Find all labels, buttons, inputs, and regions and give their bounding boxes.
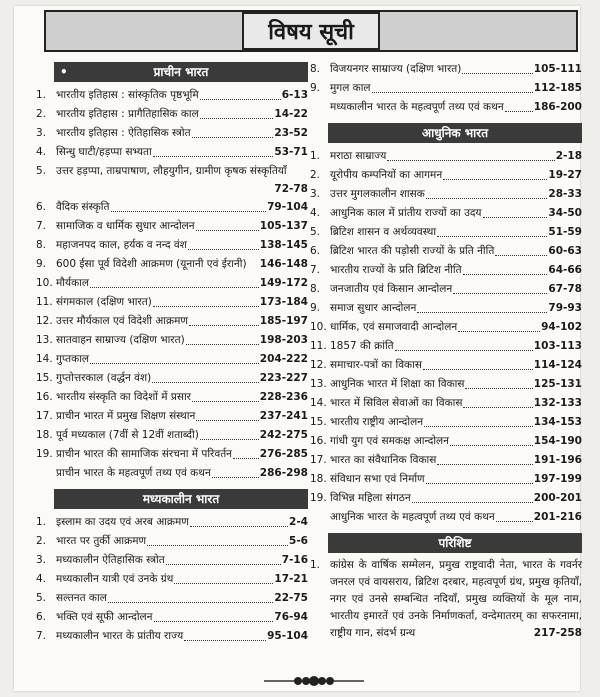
leader-dots [166,551,281,565]
item-pages: 14-22 [274,108,308,120]
item-pages: 5-6 [289,535,308,547]
toc-item [36,236,308,255]
item-pages: 7-16 [281,554,308,566]
leader-dots [153,293,259,307]
item-pages: 204-222 [259,353,308,365]
item-title: सल्तनत काल [56,592,107,604]
appendix-item [310,557,582,642]
item-number: 6. [36,611,47,623]
leader-dots [174,570,273,584]
leader-dots [192,124,274,138]
item-pages: 60-63 [548,245,582,257]
item-pages: 2-18 [555,150,582,162]
item-pages: 198-203 [259,334,308,346]
item-number: 5. [36,592,47,604]
item-number: 8. [310,63,321,75]
toc-item [36,627,308,646]
item-number: 6. [310,245,321,257]
leader-dots [200,426,259,440]
toc-item [310,147,582,166]
item-title: भारतीय राष्ट्रीय आन्दोलन [330,416,424,428]
item-number: 9. [36,258,47,270]
item-title: उत्तर हड़प्पा, ताम्रपाषाण, लौहयुगीन, ग्रामीण कृषक संस्कृतियाँ [56,165,287,177]
item-number: 13. [36,334,53,346]
leader-dots [424,413,533,427]
section-heading-medieval: मध्यकालीन भारत [54,489,308,509]
item-title: 600 ईसा पूर्व विदेशी आक्रमण (यूनानी एवं ईरानी) [56,258,247,270]
item-pages: 228-236 [259,391,308,403]
item-title: भारत का संवैधानिक विकास [330,454,437,466]
item-number: 4. [36,573,47,585]
item-title: मध्यकालीन भारत के प्रांतीय राज्य [56,630,184,642]
leader-dots [458,318,540,332]
item-number: 11. [36,296,53,308]
item-number: 7. [36,220,47,232]
item-title: वैदिक संस्कृति [56,201,110,213]
toc-item [36,198,308,217]
item-pages: 276-285 [259,448,308,460]
section-summary-item [36,464,308,483]
toc-item [310,223,582,242]
toc-item [36,162,308,198]
leader-dots [387,147,554,161]
item-title: भारत में सिविल सेवाओं का विकास [330,397,463,409]
item-pages: 134-153 [533,416,582,428]
leader-dots [196,407,258,421]
leader-dots [152,369,259,383]
item-title: भारतीय संस्कृति का विदेशों में प्रसार [56,391,191,403]
toc-item [36,105,308,124]
leader-dots [395,337,533,351]
toc-item [36,407,308,426]
section-heading-ancient: • प्राचीन भारत [54,62,308,82]
leader-dots [483,204,548,218]
item-pages: 242-275 [259,429,308,441]
section-summary-item [310,508,582,527]
item-pages: 138-145 [259,239,308,251]
item-title: जनजातीय एवं किसान आन्दोलन [330,283,453,295]
item-title: मध्यकालीन भारत के महत्वपूर्ण तथ्य एवं कथन [330,101,504,113]
item-pages: 154-190 [533,435,582,447]
toc-item [36,388,308,407]
toc-item [36,426,308,445]
item-pages: 185-197 [259,315,308,327]
leader-dots [147,532,288,546]
item-number: 5. [310,226,321,238]
item-pages: 6-13 [281,89,308,101]
item-title: प्राचीन भारत में प्रमुख शिक्षण संस्थान [56,410,196,422]
item-number: 1. [36,89,47,101]
toc-item [310,356,582,375]
toc-item [36,86,308,105]
item-title: महाजनपद काल, हर्यक व नन्द वंश [56,239,187,251]
ancient-list [36,86,308,483]
item-number: 3. [36,554,47,566]
toc-item [310,79,582,98]
leader-dots [496,508,533,522]
leader-dots [437,451,532,465]
item-pages: 149-172 [259,277,308,289]
leader-dots [90,274,259,288]
item-pages: 125-131 [533,378,582,390]
leader-dots [153,143,274,157]
item-title: उत्तर मुगलकालीन शासक [330,188,425,200]
item-title: विभिन्न महिला संगठन [330,492,411,504]
item-title: मध्यकालीन यात्री एवं उनके ग्रंथ [56,573,174,585]
toc-item [36,124,308,143]
toc-item [310,432,582,451]
toc-item [36,143,308,162]
item-number: 8. [310,283,321,295]
item-pages: 103-113 [533,340,582,352]
toc-item [36,570,308,589]
toc-item [36,331,308,350]
item-number: 2. [36,108,47,120]
item-pages: 53-71 [274,146,308,158]
right-column [310,56,582,642]
leader-dots [200,86,281,100]
leader-dots [184,627,266,641]
toc-item [310,261,582,280]
item-number: 9. [310,82,321,94]
item-number: 10. [310,321,327,333]
toc-item [36,445,308,464]
item-number: 1. [310,150,321,162]
toc-item [36,312,308,331]
item-pages: 23-52 [274,127,308,139]
item-number: 16. [310,435,327,447]
item-pages: 17-21 [274,573,308,585]
item-title: सातवाहन साम्राज्य (दक्षिण भारत) [56,334,185,346]
item-pages: 237-241 [259,410,308,422]
item-pages: 146-148 [259,258,308,270]
item-pages: 132-133 [533,397,582,409]
toc-item [36,217,308,236]
item-number: 3. [36,127,47,139]
title-banner [44,10,578,52]
item-title: समाचार-पत्रों का विकास [330,359,422,371]
toc-page [14,6,580,691]
item-pages: 191-196 [533,454,582,466]
item-pages: 79-93 [548,302,582,314]
leader-dots [200,105,274,119]
item-number: 14. [36,353,53,365]
item-title: भारतीय इतिहास : प्रागैतिहासिक काल [56,108,199,120]
medieval-cont-list [310,60,582,117]
item-number: 3. [310,188,321,200]
item-pages: 51-59 [548,226,582,238]
leader-dots [437,223,547,237]
leader-dots [417,299,547,313]
item-number: 13. [310,378,327,390]
item-pages: 67-78 [548,283,582,295]
item-pages: 72-78 [274,183,308,195]
item-title: सामाजिक व धार्मिक सुधार आन्दोलन [56,220,195,232]
toc-item [36,589,308,608]
toc-item [36,551,308,570]
item-pages: 64-66 [548,264,582,276]
item-title: संविधान सभा एवं निर्माण [330,473,425,485]
item-title: भक्ति एवं सूफी आन्दोलन [56,611,153,623]
item-title: गुप्तकाल [56,353,90,365]
leader-dots [463,261,548,275]
item-pages: 19-27 [548,169,582,181]
item-title: भारतीय इतिहास : ऐतिहासिक स्त्रोत [56,127,191,139]
item-title: ब्रिटिश शासन व अर्थव्यवस्था [330,226,437,238]
toc-item [36,350,308,369]
item-title: पूर्व मध्यकाल (7वीं से 12वीं शताब्दी) [56,429,199,441]
leader-dots [465,375,532,389]
item-title: मराठा साम्राज्य [330,150,387,162]
leader-dots [426,470,533,484]
item-number: 14. [310,397,327,409]
item-pages: 105-111 [533,63,582,75]
section-heading-appendix: परिशिष्ट [328,533,582,553]
toc-item [310,280,582,299]
item-number: 18. [310,473,327,485]
leader-dots [412,489,533,503]
item-number: 6. [36,201,47,213]
leader-dots [423,356,533,370]
item-title: भारतीय राज्यों के प्रति ब्रिटिश नीति [330,264,462,276]
leader-dots [495,242,547,256]
leader-dots [462,60,532,74]
toc-item [310,166,582,185]
item-title: आधुनिक भारत के महत्वपूर्ण तथ्य एवं कथन [330,511,495,523]
item-title: 1857 की क्रांति [330,340,394,352]
item-number: 2. [310,169,321,181]
item-number: 1. [36,516,47,528]
item-title: प्राचीन भारत की सामाजिक संरचना में परिवर्तन [56,448,233,460]
item-number: 7. [36,630,47,642]
toc-item [310,204,582,223]
item-number: 10. [36,277,53,289]
item-number: 7. [310,264,321,276]
item-title: विजयनगर साम्राज्य (दक्षिण भारत) [330,63,462,75]
item-number: 4. [310,207,321,219]
item-title: सिन्धु घाटी/हड़प्पा सभ्यता [56,146,152,158]
item-number: 5. [36,165,47,177]
item-pages: 79-104 [267,201,308,213]
toc-item [310,489,582,508]
item-title: मध्यकालीन ऐतिहासिक स्त्रोत [56,554,165,566]
item-title: आधुनिक काल में प्रांतीय राज्यों का उदय [330,207,482,219]
item-pages: 223-227 [259,372,308,384]
toc-item [310,318,582,337]
toc-item [310,413,582,432]
leader-dots [192,388,259,402]
item-pages: 112-185 [533,82,582,94]
item-title: ब्रिटिश भारत की पड़ोसी राज्यों के प्रति नीति [330,245,495,257]
item-number: 19. [310,492,327,504]
item-pages: 2-4 [289,516,308,528]
toc-item [310,470,582,489]
item-number: 15. [36,372,53,384]
item-number: 11. [310,340,327,352]
item-title: यूरोपीय कम्पनियों का आगमन [330,169,443,181]
left-column [36,56,308,646]
ornament-icon [264,674,364,688]
item-pages: 200-201 [533,492,582,504]
item-pages: 95-104 [267,630,308,642]
leader-dots [186,331,259,345]
toc-item [310,242,582,261]
item-number: 15. [310,416,327,428]
item-number: 12. [310,359,327,371]
toc-item [310,375,582,394]
page-title: विषय सूची [242,12,380,50]
toc-item [310,394,582,413]
item-title: भारत पर तुर्की आक्रमण [56,535,147,547]
leader-dots [233,445,259,459]
item-pages: 173-184 [259,296,308,308]
item-number: 17. [310,454,327,466]
item-title: संगमकाल (दक्षिण भारत) [56,296,152,308]
toc-item [36,274,308,293]
toc-item [310,299,582,318]
leader-dots [188,236,259,250]
toc-item [36,369,308,388]
item-number: 19. [36,448,53,460]
leader-dots [372,79,533,93]
toc-item [310,185,582,204]
leader-dots [154,608,274,622]
item-pages: 197-199 [533,473,582,485]
leader-dots [443,166,547,180]
item-pages: 186-200 [533,101,582,113]
leader-dots [505,98,533,112]
leader-dots [463,394,532,408]
leader-dots [426,185,548,199]
item-title: धार्मिक, एवं समाजवादी आन्दोलन [330,321,458,333]
item-number: 18. [36,429,53,441]
toc-item [36,532,308,551]
item-pages: 28-33 [548,188,582,200]
item-number: 9. [310,302,321,314]
item-pages: 34-50 [548,207,582,219]
item-title: उत्तर मौर्यकाल एवं विदेशी आक्रमण [56,315,188,327]
toc-item [310,451,582,470]
item-number: 8. [36,239,47,251]
item-title: भारतीय इतिहास : सांस्कृतिक पृष्ठभूमि [56,89,199,101]
modern-list [310,147,582,527]
leader-dots [111,198,267,212]
item-title: इस्लाम का उदय एवं अरब आक्रमण [56,516,189,528]
leader-dots [90,350,259,364]
toc-item [310,337,582,356]
leader-dots [189,312,259,326]
medieval-list [36,513,308,646]
toc-item [36,255,308,274]
toc-item [36,608,308,627]
leader-dots [453,280,547,294]
item-number: 4. [36,146,47,158]
item-pages: 105-137 [259,220,308,232]
leader-dots [190,513,288,527]
item-title: आधुनिक भारत में शिक्षा का विकास [330,378,465,390]
item-number: 17. [36,410,53,422]
item-title: कांग्रेस के वार्षिक सम्मेलन, प्रमुख राष्ट्रवादी नेता, भारत के गवर्नर जनरल एवं वायसराय, ब्रिटिश दरबार, महत्वपूर्ण ग्रंथ, प्रमुख कृतियाँ, नगर एवं उनसे सम्बन्धित नदियाँ, प्रमुख व्यक्तियों के मूल नाम, भारतीय इमारतें एवं उनके निर्माणकर्ता, वन्देमातरम् का सफरनामा, राष्ट्रीय गान, संदर्भ ग्रन्थ [330,559,582,639]
item-pages: 76-94 [274,611,308,623]
item-number: 16. [36,391,53,403]
item-pages: 217-258 [533,627,582,639]
leader-dots [212,464,259,478]
item-pages: 114-124 [533,359,582,371]
toc-item [36,513,308,532]
leader-dots [450,432,533,446]
item-title: मुगल काल [330,82,371,94]
item-title: गुप्तोत्तरकाल (वर्द्धन वंश) [56,372,152,384]
item-pages: 22-75 [274,592,308,604]
item-number: 2. [36,535,47,547]
toc-item [36,293,308,312]
item-title: गांधी युग एवं समकक्ष आन्दोलन [330,435,449,447]
item-pages: 286-298 [259,467,308,479]
item-title: प्राचीन भारत के महत्वपूर्ण तथ्य एवं कथन [56,467,211,479]
item-pages: 201-216 [533,511,582,523]
toc-item [310,60,582,79]
item-title: मौर्यकाल [56,277,89,289]
item-number: 1. [310,559,321,571]
leader-dots [196,217,259,231]
item-number: 12. [36,315,53,327]
item-title: समाज सुधार आन्दोलन [330,302,417,314]
section-summary-item [310,98,582,117]
leader-dots [108,589,274,603]
item-pages: 94-102 [541,321,582,333]
bullet-icon: • [60,65,68,79]
section-heading-modern: आधुनिक भारत [328,123,582,143]
